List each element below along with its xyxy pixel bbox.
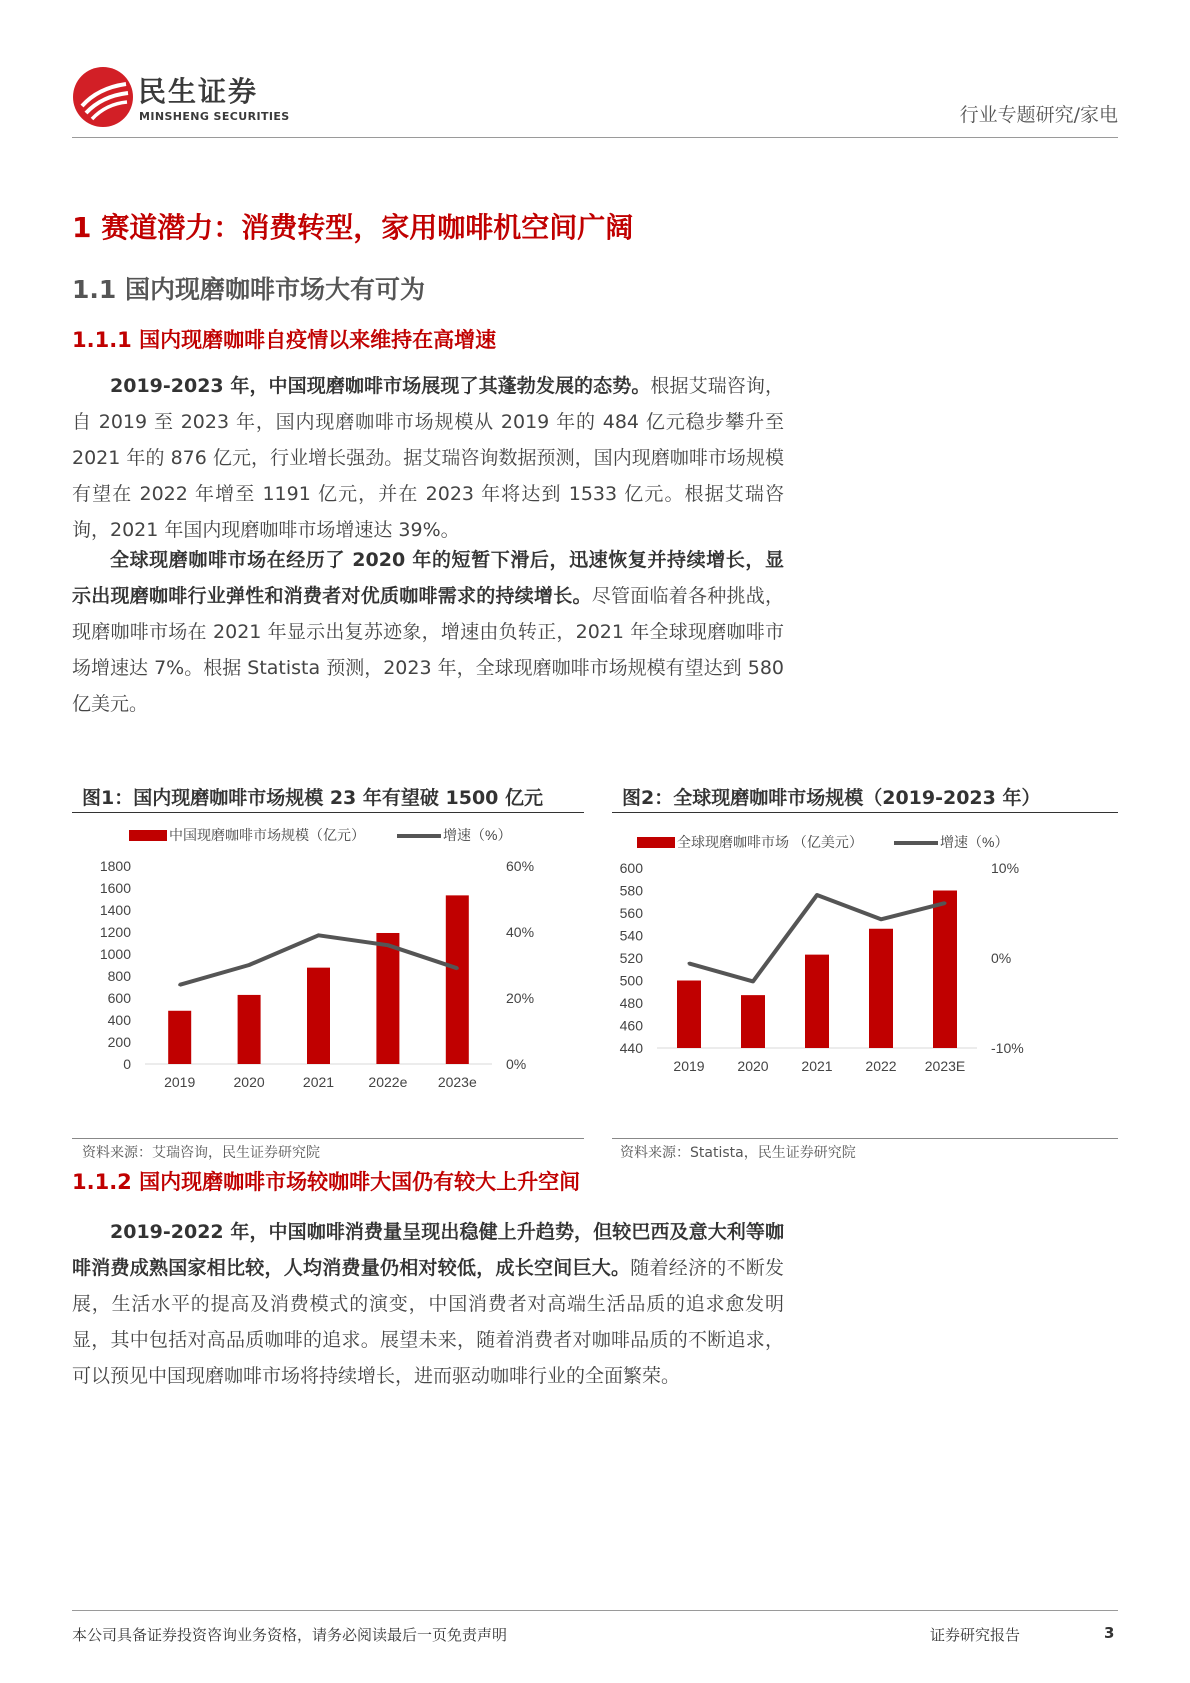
y-right-tick-label: 40% — [506, 924, 535, 940]
y-left-tick-label: 540 — [619, 927, 643, 944]
bar-2022 — [869, 929, 893, 1048]
paragraph-body: 根据艾瑞咨询，自 2019 至 2023 年，国内现磨咖啡市场规模从 2019 年的 484 亿元稳步攀升至 2021 年的 876 亿元，行业增长强劲。据艾瑞咨询数据预测，国内现磨咖啡市场规模有望在 2022 年增至 1191 亿元，并在 2023 年将达到 1533 亿元。根据艾瑞咨询，2021 年国内现磨咖啡市场增速达 39%。 — [72, 375, 784, 541]
y-left-tick-label: 400 — [107, 1012, 131, 1028]
y-left-tick-label: 440 — [619, 1040, 643, 1056]
x-tick-label: 2019 — [164, 1074, 196, 1090]
brand-name-cn: 民生证券 — [138, 75, 259, 108]
y-left-tick-label: 520 — [619, 950, 643, 966]
growth-point-2022 — [880, 918, 883, 921]
legend-swatch-bar — [129, 830, 167, 841]
bar-2020 — [741, 995, 765, 1048]
section-heading-1-1-1: 1.1.1 国内现磨咖啡自疫情以来维持在高增速 — [72, 328, 497, 352]
growth-point-2023E — [944, 902, 947, 905]
figure-1-chart — [72, 816, 584, 1136]
figure-1-source: 资料来源：艾瑞咨询，民生证券研究院 — [82, 1145, 320, 1161]
y-left-tick-label: 460 — [619, 1017, 643, 1034]
legend-label-bar: 中国现磨咖啡市场规模（亿元） — [169, 827, 365, 843]
y-right-tick-label: 0% — [506, 1056, 527, 1072]
figure-2-rule — [612, 812, 1118, 813]
y-right-tick-label: 20% — [506, 990, 535, 1006]
y-right-tick-label: 10% — [991, 860, 1020, 876]
growth-point-2020 — [248, 964, 251, 967]
x-tick-label: 2019 — [673, 1058, 705, 1074]
paragraph-lead: 全球现磨咖啡市场在经历了 2020 年的短暂下滑后，迅速恢复并持续增长，显示出现磨咖啡行业弹性和消费者对优质咖啡需求的持续增长。 — [72, 549, 784, 607]
header-divider — [72, 137, 1118, 138]
growth-point-2022e — [386, 944, 389, 947]
bar-2022e — [376, 933, 399, 1064]
figure-1-bottom-rule — [72, 1138, 584, 1139]
y-left-tick-label: 800 — [107, 968, 131, 984]
brand-name-en: MINSHENG SECURITIES — [139, 110, 290, 123]
growth-point-2021 — [317, 934, 320, 937]
figure-2-bottom-rule — [612, 1138, 1118, 1139]
x-tick-label: 2023E — [924, 1058, 966, 1074]
paragraph-global-market — [72, 542, 784, 722]
x-tick-label: 2022e — [368, 1074, 408, 1090]
y-left-tick-label: 1200 — [99, 924, 131, 940]
report-category: 行业专题研究/家电 — [959, 104, 1118, 126]
y-left-tick-label: 480 — [619, 995, 643, 1011]
y-left-tick-label: 1400 — [99, 902, 131, 918]
y-left-tick-label: 0 — [123, 1056, 131, 1072]
x-tick-label: 2021 — [801, 1058, 833, 1074]
figure-1-rule — [72, 812, 584, 813]
y-left-tick-label: 560 — [619, 905, 643, 921]
paragraph-lead: 2019-2023 年，中国现磨咖啡市场展现了其蓬勃发展的态势。 — [110, 375, 651, 397]
legend-label-line: 增速（%） — [940, 834, 1009, 850]
y-left-tick-label: 600 — [107, 990, 131, 1006]
minsheng-logo-icon — [72, 66, 134, 128]
legend-label-line: 增速（%） — [443, 827, 512, 843]
legend-swatch-bar — [637, 837, 675, 848]
y-left-tick-label: 600 — [619, 860, 643, 876]
x-tick-label: 2020 — [233, 1074, 265, 1090]
y-left-tick-label: 1000 — [99, 946, 131, 962]
x-tick-label: 2021 — [302, 1074, 335, 1090]
y-right-tick-label: 60% — [506, 858, 535, 874]
figure-2-source: 资料来源：Statista，民生证券研究院 — [620, 1145, 856, 1161]
footer-divider — [72, 1610, 1118, 1611]
bar-2021 — [307, 968, 330, 1064]
y-left-tick-label: 1800 — [99, 858, 131, 874]
growth-point-2023e — [456, 967, 459, 970]
paragraph-domestic-market — [72, 368, 784, 548]
paragraph-lead: 2019-2022 年，中国咖啡消费量呈现出稳健上升趋势，但较巴西及意大利等咖啡消费成熟国家相比较，人均消费量仍相对较低，成长空间巨大。 — [72, 1221, 784, 1279]
growth-point-2020 — [752, 980, 755, 983]
y-left-tick-label: 200 — [107, 1034, 131, 1050]
y-right-tick-label: 0% — [991, 950, 1012, 966]
section-heading-1-1: 1.1 国内现磨咖啡市场大有可为 — [72, 275, 425, 304]
growth-point-2019 — [178, 983, 181, 986]
footer-doc-type: 证券研究报告 — [930, 1626, 1021, 1644]
paragraph-body: 随着经济的不断发展，生活水平的提高及消费模式的演变，中国消费者对高端生活品质的追求愈发明显，其中包括对高品质咖啡的追求。展望未来，随着消费者对咖啡品质的不断追求，可以预见中国现磨咖啡市场将持续增长，进而驱动咖啡行业的全面繁荣。 — [72, 1257, 784, 1387]
y-left-tick-label: 500 — [619, 972, 643, 989]
y-left-tick-label: 1600 — [99, 880, 131, 896]
paragraph-consumption-gap — [72, 1214, 784, 1394]
bar-2023e — [446, 895, 469, 1064]
footer-disclaimer: 本公司具备证券投资咨询业务资格，请务必阅读最后一页免责声明 — [72, 1626, 508, 1644]
paragraph-body: 尽管面临着各种挑战，现磨咖啡市场在 2021 年显示出复苏迹象，增速由负转正，2021 年全球现磨咖啡市场增速达 7%。根据 Statista 预测，2023 年，全球现磨咖啡市场规模有望达到 580 亿美元。 — [72, 585, 784, 715]
growth-point-2019 — [688, 962, 691, 965]
growth-point-2021 — [816, 894, 819, 897]
bar-2021 — [805, 955, 829, 1048]
section-heading-1-1-2: 1.1.2 国内现磨咖啡市场较咖啡大国仍有较大上升空间 — [72, 1170, 581, 1194]
figure-2-chart — [612, 816, 1118, 1136]
figure-1-title: 图1：国内现磨咖啡市场规模 23 年有望破 1500 亿元 — [82, 787, 544, 809]
bar-2023E — [933, 891, 957, 1049]
bar-2019 — [677, 981, 701, 1049]
y-left-tick-label: 580 — [619, 882, 643, 899]
figure-2-title: 图2：全球现磨咖啡市场规模（2019-2023 年） — [622, 787, 1041, 809]
bar-2019 — [168, 1011, 191, 1064]
x-tick-label: 2023e — [437, 1074, 477, 1090]
x-tick-label: 2020 — [737, 1058, 769, 1074]
section-heading-1: 1 赛道潜力：消费转型，家用咖啡机空间广阔 — [72, 211, 634, 244]
legend-label-bar: 全球现磨咖啡市场 （亿美元） — [677, 834, 863, 850]
y-right-tick-label: -10% — [991, 1040, 1024, 1056]
page-number: 3 — [1104, 1624, 1115, 1642]
bar-2020 — [238, 995, 261, 1064]
x-tick-label: 2022 — [865, 1058, 897, 1074]
